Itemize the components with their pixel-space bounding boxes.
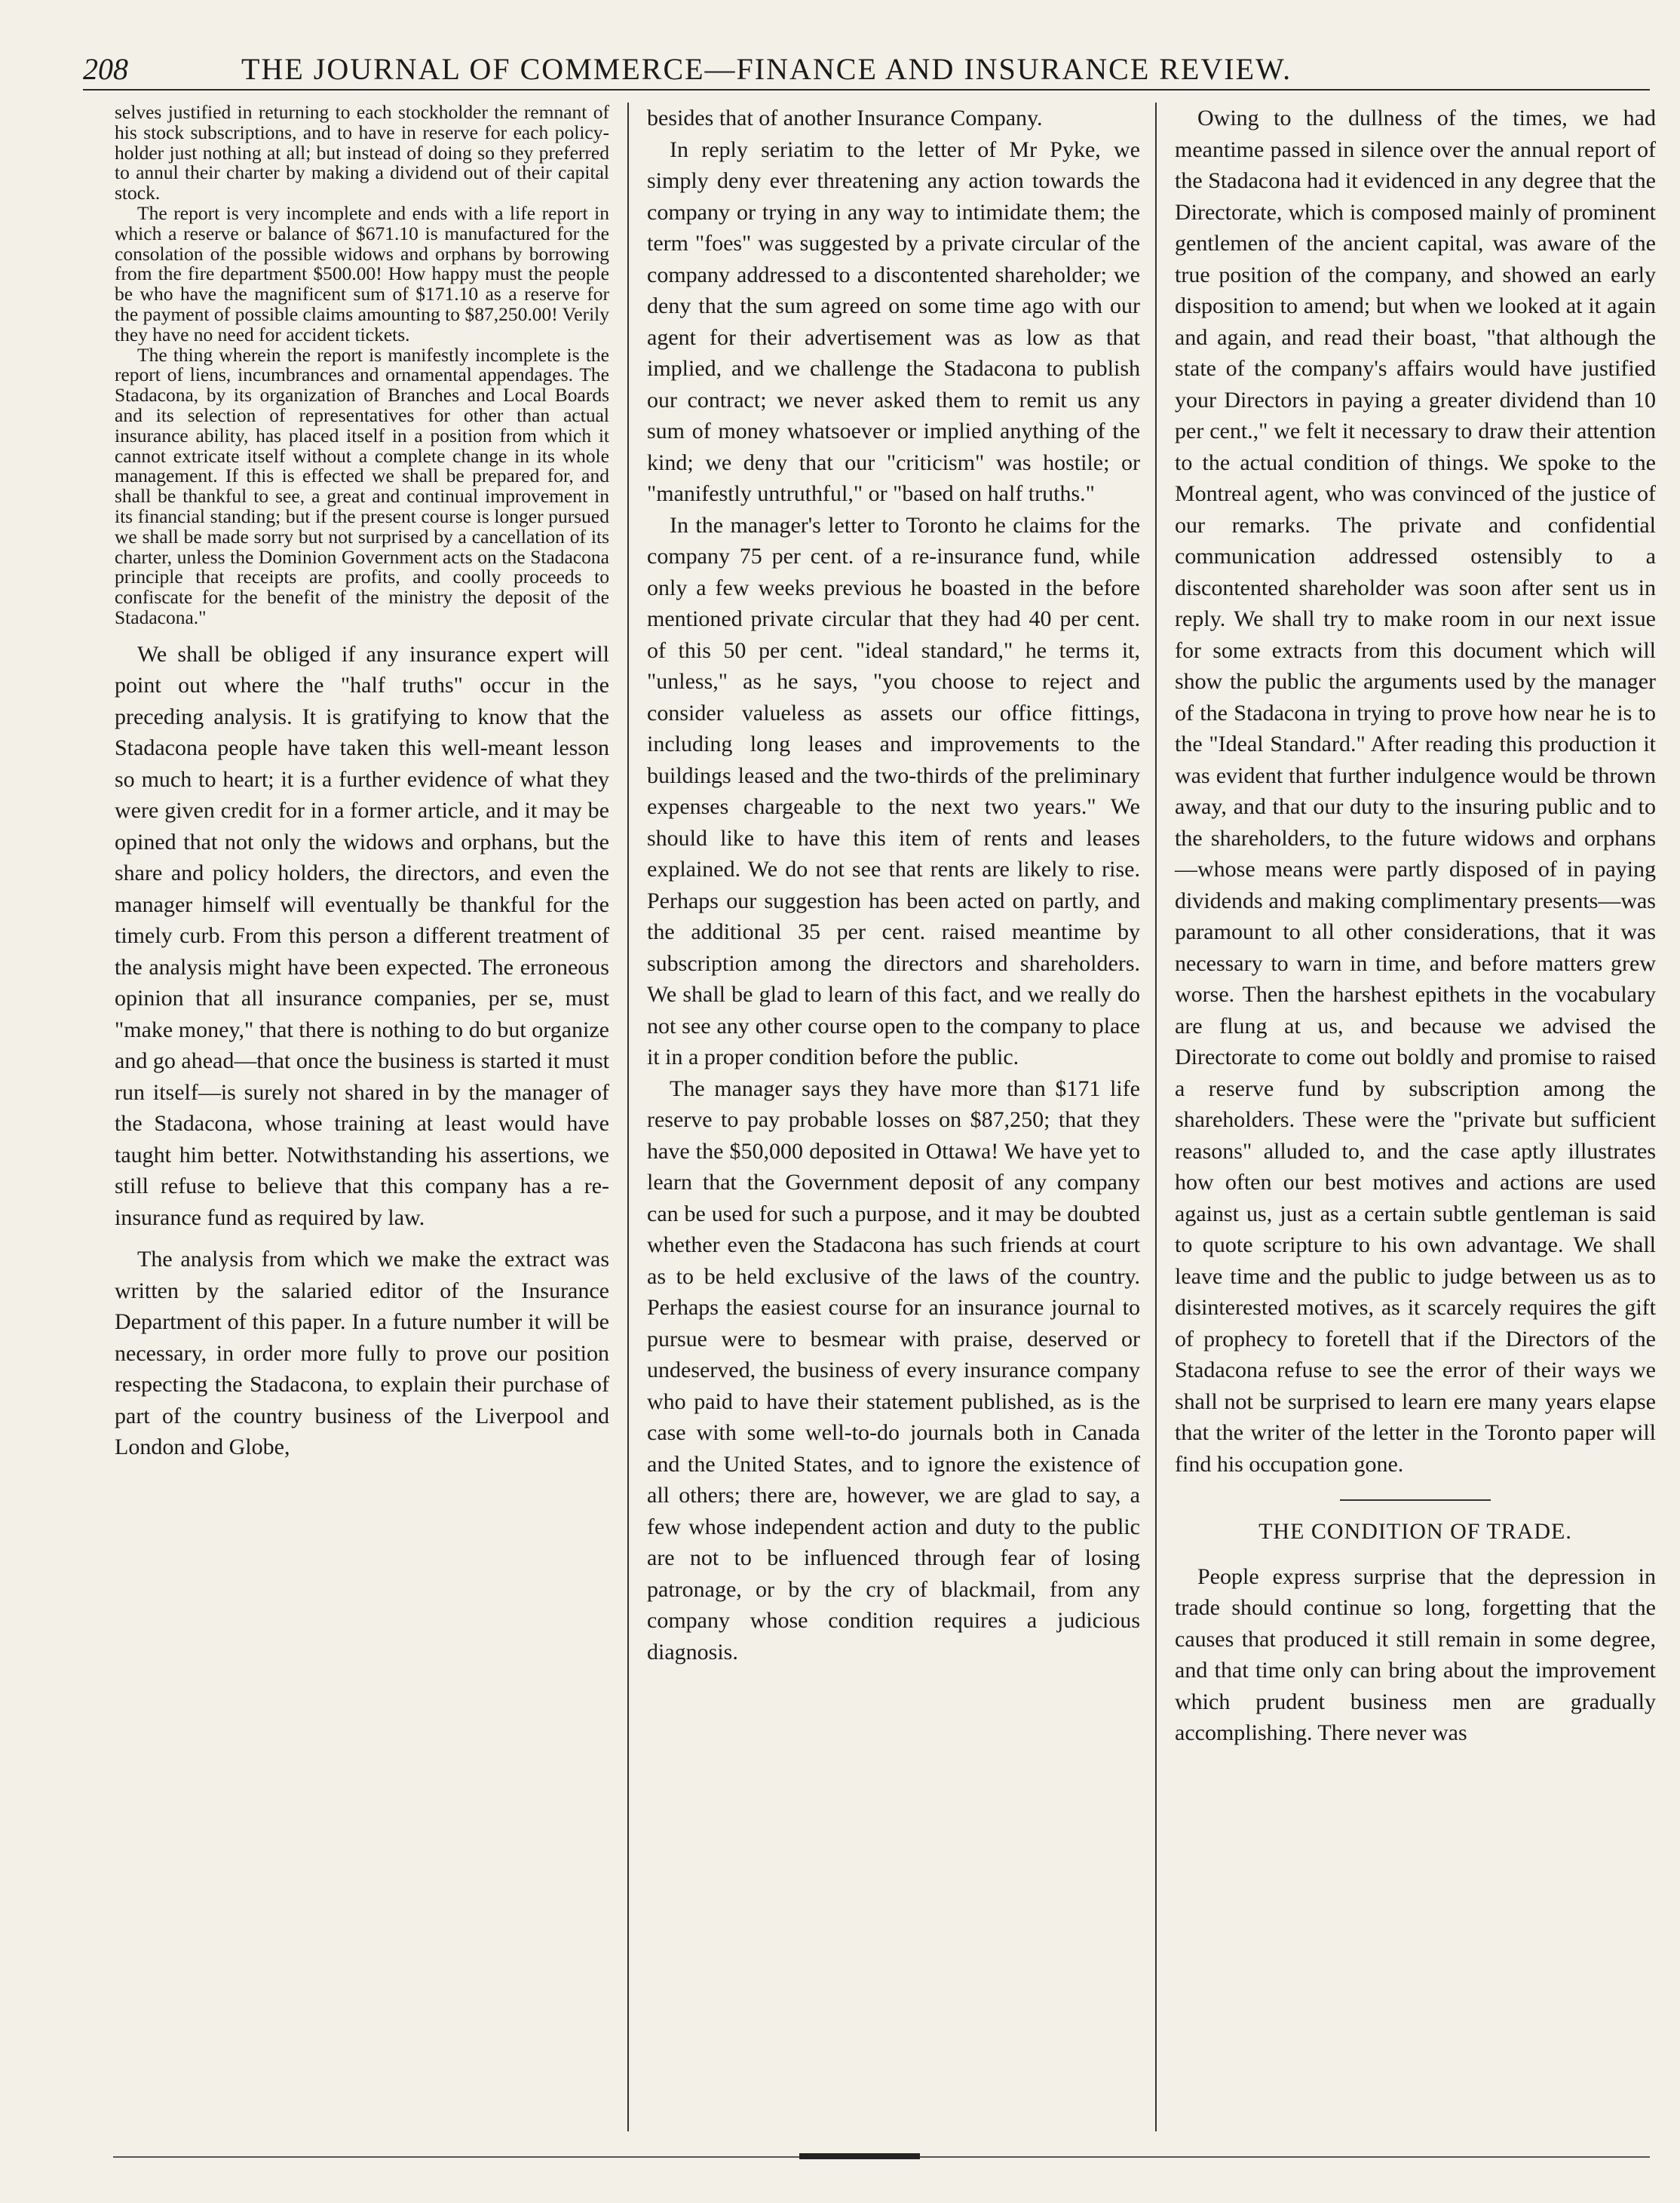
bottom-ink-mark xyxy=(799,2153,920,2159)
column-1-paragraph-1: selves justified in returning to each stockholder the remnant of his stock subscriptions, and to have in reserve for each policy-holder just nothing at all; but instead of doing so they preferred to annul their charter by making a dividend out of their capital stock. xyxy=(115,103,609,204)
column-2-paragraph-3: In the manager's letter to Toronto he claims for the company 75 per cent. of a re-insurance fund, while only a few weeks previous he boasted in the before mentioned private circular that they had 40 per cent. of this 50 per cent. "ideal standard," he terms it, "unless," as he says, "you choose to reject and consider valueless as assets our office fittings, including long leases and improvements to the buildings leased and the two-thirds of the preliminary expenses chargeable to the next two years." We should like to have this item of rents and leases explained. We do not see that rents are likely to rise. Perhaps our suggestion has been acted on partly, and the additional 35 per cent. raised meantime by subscription among the directors and shareholders. We shall be glad to learn of this fact, and we really do not see any other course open to the company to place it in a proper condition before the public. xyxy=(647,512,1140,1069)
column-1-paragraph-4: We shall be obliged if any insurance expert will point out where the "half truths" occur in the preceding analysis. It is gratifying to know that the Stadacona people have taken this well-meant lesson so much to heart; it is a further evidence of what they were given credit for in a former article, and it may be opined that not only the widows and orphans, but the share and policy holders, the directors, and even the manager himself will eventually be thankful for the timely curb. From this person a different treatment of the analysis might have been expected. The erroneous opinion that all insurance companies, per se, must "make money," that there is nothing to do but organize and go ahead—that once the business is started it must run itself—is surely not shared in by the manager of the Stadacona, whose training at least would have taught him better. Notwithstanding his assertions, we still refuse to believe that this company has a re-insurance fund as required by law. xyxy=(115,641,609,1230)
article-columns xyxy=(115,103,1656,2131)
column-3-paragraph-2: People express surprise that the depression in trade should continue so long, forgetting that the causes that produced it still remain in some degree, and that time only can bring about the improvement which prudent business men are gradually accomplishing. There never was xyxy=(1175,1563,1656,1745)
column-2-paragraph-1: besides that of another Insurance Company. xyxy=(647,106,1043,130)
column-1-paragraph-5: The analysis from which we make the extract was written by the salaried editor of the Insurance Department of this paper. In a future number it will be necessary, in order more fully to prove our position respecting the Stadacona, to explain their purchase of part of the country business of the Liverpool and London and Globe, xyxy=(115,1247,609,1460)
running-head: THE JOURNAL OF COMMERCE—FINANCE AND INSURANCE REVIEW. xyxy=(241,52,1292,86)
column-1 xyxy=(115,103,627,2131)
column-1-paragraph-2: The report is very incomplete and ends with a life report in which a reserve or balance of $671.10 is manufactured for the consolation of the possible widows and orphans by borrowing from the fire department $500.00! How happy must the people be who have the magnificent sum of $171.10 as a reserve for the payment of possible claims amounting to $87,250.00! Verily they have no need for accident tickets. xyxy=(115,201,609,345)
section-divider xyxy=(1340,1499,1491,1501)
page-number: 208 xyxy=(83,52,128,86)
column-2-paragraph-2: In reply seriatim to the letter of Mr Pyke, we simply deny ever threatening any action towards the company or trying in any way to intimidate them; the term "foes" was suggested by a private circular of the company addressed to a discontented shareholder; we deny that the sum agreed on some time ago with our agent for their advertisement was as low as that implied, and we challenge the Stadacona to publish our contract; we never asked them to remit us any sum of money whatsoever or implied anything of the kind; we deny that our "criticism" was hostile; or "manifestly untruthful," or "based on half truths." xyxy=(647,137,1140,506)
page-header xyxy=(83,48,1650,91)
column-1-paragraph-3: The thing wherein the report is manifestly incomplete is the report of liens, incumbrances and ornamental appendages. The Stadacona, by its organization of Branches and Local Boards and its selection of representatives for other than actual insurance ability, has placed itself in a position from which it cannot extricate itself without a complete change in its whole management. If this is effected we shall be prepared for, and shall be thankful to see, a great and continual improvement in its financial standing; but if the present course is longer pursued we shall be made sorry but not surprised by a cancellation of its charter, unless the Dominion Government acts on the Stadacona principle that receipts are profits, and coolly proceeds to confiscate for the benefit of the ministry the deposit of the Stadacona." xyxy=(115,343,609,628)
column-3 xyxy=(1155,103,1656,2131)
section-heading: THE CONDITION OF TRADE. xyxy=(1258,1519,1572,1544)
column-2 xyxy=(627,103,1155,2131)
column-2-paragraph-4: The manager says they have more than $171 life reserve to pay probable losses on $87,250; that they have the $50,000 deposited in Ottawa! We have yet to learn that the Government deposit of any company can be used for such a purpose, and it may be doubted whether even the Stadacona has such friends at court as to be held exclusive of the laws of the country. Perhaps the easiest course for an insurance journal to pursue were to besmear with praise, deserved or undeserved, the business of every insurance company who paid to have their statement published, as is the case with some well-to-do journals both in Canada and the United States, and to ignore the existence of all others; there are, however, we are glad to say, a few whose independent action and duty to the public are not to be influenced through fear of losing patronage, or by the cry of blackmail, from any company whose condition requires a judicious diagnosis. xyxy=(647,1075,1140,1665)
column-3-paragraph-1: Owing to the dullness of the times, we had meantime passed in silence over the annual report of the Stadacona had it evidenced in any degree that the Directorate, which is composed mainly of prominent gentlemen of the ancient capital, was aware of the true position of the company, and showed an early disposition to amend; but when we looked at it again and again, and read their boast, "that although the state of the company's affairs would have justified your Directors in paying a greater dividend than 10 per cent.," we felt it necessary to draw their attention to the actual condition of things. We spoke to the Montreal agent, who was convinced of the justice of our remarks. The private and confidential communication addressed ostensibly to a discontented shareholder was soon after sent us in reply. We shall try to make room in our next issue for some extracts from this document which will show the public the arguments used by the manager of the Stadacona in trying to prove how near he is to the "Ideal Standard." After reading this production it was evident that further indulgence would be thrown away, and that our duty to the insuring public and to the shareholders, to the future widows and orphans—whose means were partly disposed of in paying dividends and making complimentary presents—was paramount to all other considerations, that it was necessary to warn in time, and before matters grew worse. Then the harshest epithets in the vocabulary are flung at us, and because we advised the Directorate to come out boldly and promise to raised a reserve fund by subscription among the shareholders. These were the "private but sufficient reasons" alluded to, and the case aptly illustrates how often our best motives and actions are used against us, just as a certain subtle gentleman is said to quote scripture to his own advantage. We shall leave time and the public to judge between us as to disinterested motives, as it scarcely requires the gift of prophecy to foretell that if the Directors of the Stadacona refuse to see the error of their ways we shall not be surprised to learn ere many years elapse that the writer of the letter in the Toronto paper will find his occupation gone. xyxy=(1175,106,1656,1477)
